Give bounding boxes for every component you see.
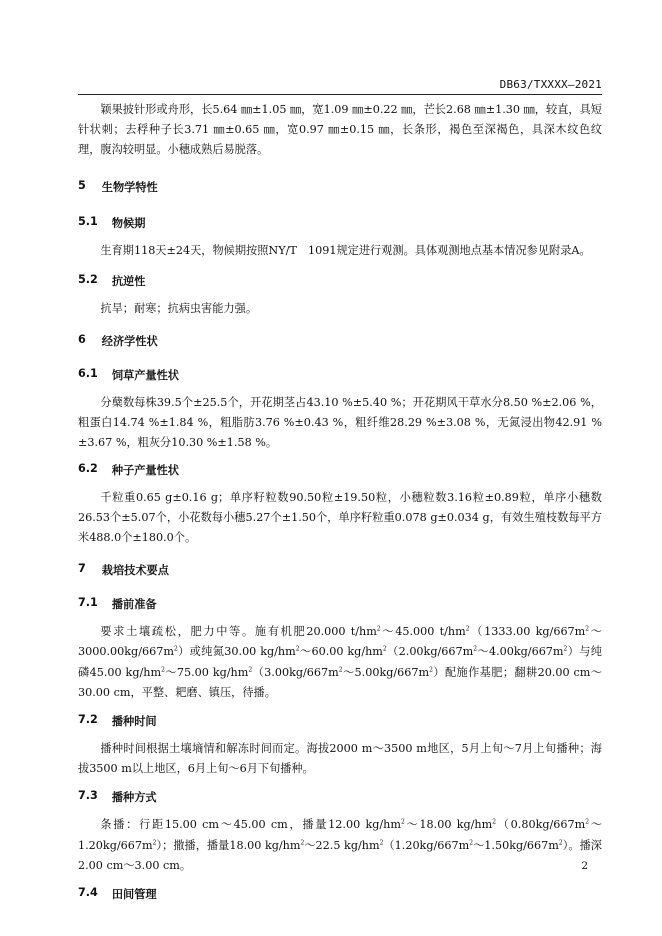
page-body (78, 100, 602, 902)
section-number: 5.2 (78, 272, 98, 286)
section-7-heading (78, 562, 602, 578)
section-number: 7.4 (78, 886, 98, 900)
section-title: 播前准备 (111, 598, 157, 612)
section-title: 播种时间 (111, 715, 157, 729)
section-5-1-heading (78, 215, 602, 231)
section-7-2-paragraph: 播种时间根据土壤墒情和解冻时间而定。海拔2000 m～3500 m地区，5月上旬～7月上旬播种；海拔3500 m以上地区，6月上旬～6月下旬播种。 (78, 742, 602, 776)
section-7-1-paragraph: 要求土壤疏松，肥力中等。施有机肥20.000 $t/hm^2\sim 45.000$ $t/hm^2(1333.00$ $kg/667m^2\sim 3000.00kg/667m^2$）或纯氮30.00 $kg/hm^2\sim 60.00$ $kg/hm^2(2.00kg/667m^2\sim 4.00kg/667m^2)$与纯磷45.00 $kg/hm^2\sim 75.00$ $kg/hm^2(3.00kg/667m^2\sim 5.00kg/667m^2)$配施作基肥；翻耕20.00 cm～30.00 cm，平整、耙磨、镇压，待播。 (78, 625, 602, 699)
section-number: 5 (78, 178, 86, 192)
header-rule (78, 94, 602, 95)
section-title: 抗逆性 (111, 274, 146, 288)
section-6-2-heading (78, 462, 602, 478)
section-number: 6.1 (78, 367, 98, 381)
intro-paragraph: 颖果披针形或舟形，长5.64 ㎜±1.05 ㎜，宽1.09 ㎜±0.22 ㎜，芒长2.68 ㎜±1.30 ㎜，较直，具短针状刺；去稃种子长3.71 ㎜±0.65 ㎜，宽0.97 ㎜±0.15 ㎜，长条形，褐色至深褐色，具深木纹色纹理，腹沟较明显。小穗成熟后易脱落。 (78, 103, 602, 157)
section-number: 6 (78, 333, 86, 347)
section-number: 7.1 (78, 596, 98, 610)
section-5-heading (78, 179, 602, 195)
section-number: 5.1 (78, 214, 98, 228)
section-number: 6.2 (78, 461, 98, 475)
section-5-2-heading (78, 273, 602, 289)
section-title: 播种方式 (111, 791, 157, 805)
section-7-3-heading (78, 789, 602, 805)
section-6-1-heading (78, 367, 602, 383)
section-title: 生物学特性 (101, 180, 158, 194)
section-7-2-heading (78, 713, 602, 729)
section-title: 物候期 (111, 216, 146, 230)
section-7-3-paragraph: 条播：行距15.00 cm～45.00 cm，播量12.00 $kg/hm^2\sim 18.00$ $kg/hm^2(0.80kg/667m^2\sim 1.20kg/667m^2)$；撒播，播量18.00 $kg/hm^2\sim 22.5$ $kg/hm^2(1.20kg/667m^2\sim 1.50kg/667m^2)$。播深2.00 cm～3.00 cm。 (78, 818, 602, 872)
section-title: 田间管理 (111, 888, 157, 902)
section-7-4-heading (78, 886, 602, 902)
section-number: 7.3 (78, 789, 98, 803)
section-number: 7 (78, 562, 86, 576)
section-5-2-paragraph: 抗旱；耐寒；抗病虫害能力强。 (100, 301, 258, 315)
section-7-1-heading (78, 596, 602, 612)
section-number: 7.2 (78, 713, 98, 727)
section-title: 栽培技术要点 (101, 564, 169, 578)
section-title: 饲草产量性状 (111, 369, 179, 383)
section-title: 种子产量性状 (111, 463, 179, 477)
section-6-heading (78, 333, 602, 349)
section-5-1-paragraph: 生育期118天±24天，物候期按照NY/T 1091规定进行观测。具体观测地点基本情况参见附录A。 (100, 243, 591, 257)
section-title: 经济学性状 (101, 335, 158, 349)
section-6-2-paragraph: 千粒重0.65 g±0.16 g；单序籽粒数90.50粒±19.50粒，小穗粒数3.16粒±0.89粒，单序小穗数26.53个±5.07个，小花数每小穗5.27个±1.50个，单序籽粒重0.078 g±0.034 g，有效生殖枝数每平方米488.0个±180.0个。 (78, 490, 602, 545)
section-6-1-paragraph: 分蘖数每株39.5个±25.5个，开花期茎占43.10 %±5.40 %；开花期风干草水分8.50 %±2.06 %，粗蛋白14.74 %±1.84 %，粗脂肪3.76 %±0.43 %，粗纤维28.29 %±3.08 %，无氮浸出物42.91 %±3.67 %，粗灰分10.30 %±1.58 %。 (78, 396, 602, 450)
page-number: 2 (581, 860, 588, 872)
standard-number: DB63/TXXXX—2021 (499, 78, 602, 91)
